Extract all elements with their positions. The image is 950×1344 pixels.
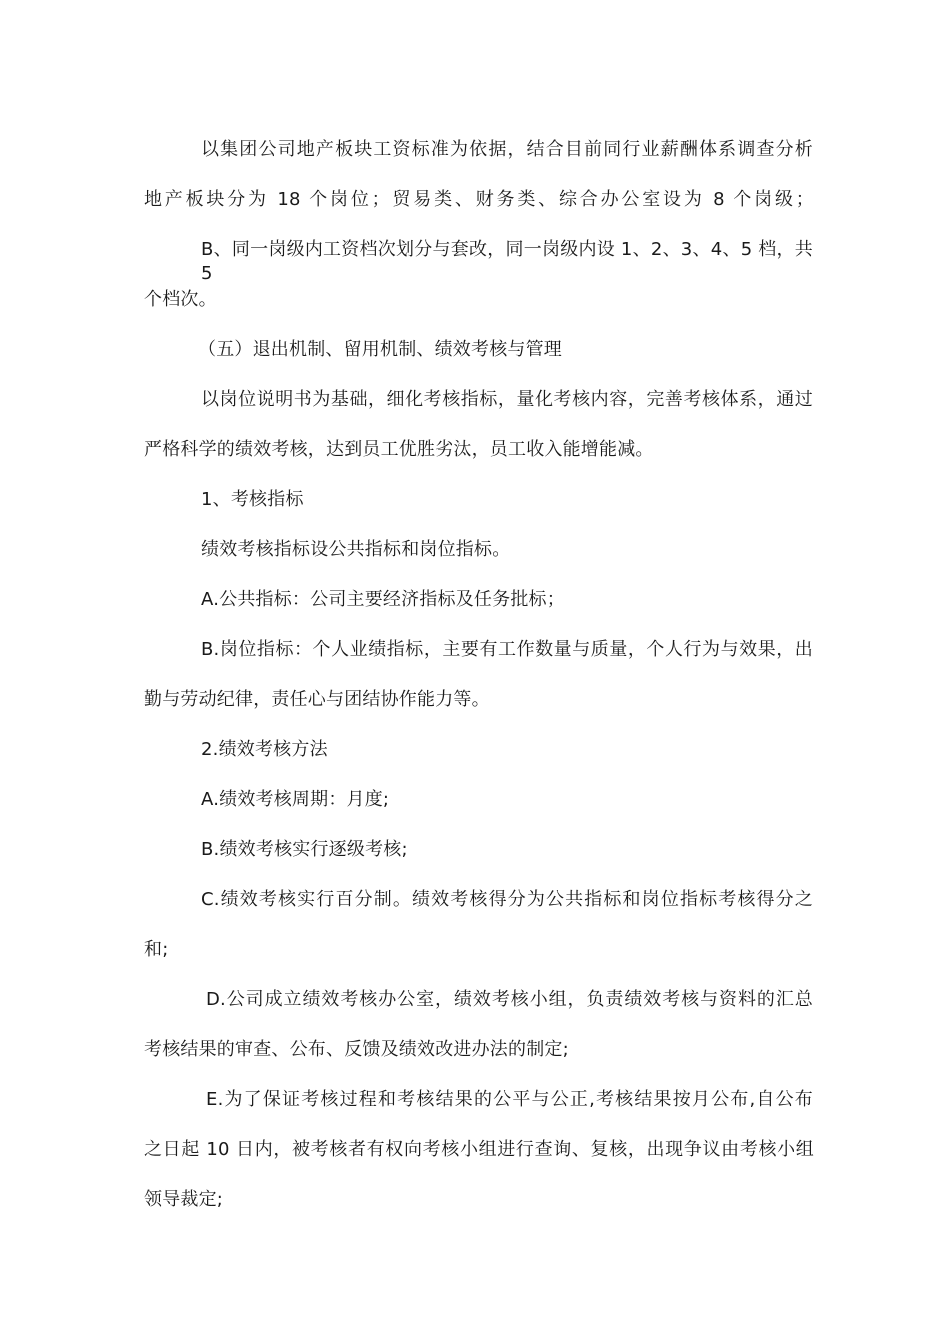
paragraph-line: 个档次。: [144, 289, 217, 310]
list-item: D.公司成立绩效考核办公室，绩效考核小组，负责绩效考核与资料的汇总: [206, 989, 813, 1010]
list-item: B.岗位指标：个人业绩指标，主要有工作数量与质量，个人行为与效果，出: [201, 639, 813, 660]
list-item: A.绩效考核周期：月度;: [201, 789, 390, 810]
paragraph-line: 以集团公司地产板块工资标准为依据，结合目前同行业薪酬体系调查分析: [201, 139, 813, 160]
list-item: C.绩效考核实行百分制。绩效考核得分为公共指标和岗位指标考核得分之: [201, 889, 813, 910]
paragraph-line: 严格科学的绩效考核，达到员工优胜劣汰，员工收入能增能减。: [144, 439, 654, 460]
paragraph-line: 领导裁定;: [144, 1189, 224, 1210]
paragraph-line: 以岗位说明书为基础，细化考核指标，量化考核内容，完善考核体系，通过: [201, 389, 813, 410]
list-item: A.公共指标：公司主要经济指标及任务批标；: [201, 589, 565, 610]
list-item: B.绩效考核实行逐级考核;: [201, 839, 408, 860]
paragraph-line: 勤与劳动纪律，责任心与团结协作能力等。: [144, 689, 490, 710]
paragraph-line: 考核结果的审查、公布、反馈及绩效改进办法的制定;: [144, 1039, 569, 1060]
section-heading: （五）退出机制、留用机制、绩效考核与管理: [198, 339, 562, 360]
list-item: E.为了保证考核过程和考核结果的公平与公正,考核结果按月公布,自公布: [206, 1089, 813, 1110]
paragraph-line: 之日起 10 日内，被考核者有权向考核小组进行查询、复核，出现争议由考核小组: [144, 1139, 814, 1160]
paragraph-line: 绩效考核指标设公共指标和岗位指标。: [201, 539, 511, 560]
paragraph-line: 地产板块分为 18 个岗位；贸易类、财务类、综合办公室设为 8 个岗级；: [144, 189, 814, 210]
subheading: 1、考核指标: [201, 489, 304, 510]
paragraph-line: 和;: [144, 939, 169, 960]
subheading: 2.绩效考核方法: [201, 739, 328, 760]
paragraph-line: B、同一岗级内工资档次划分与套改，同一岗级内设 1、2、3、4、5 档，共 5: [201, 239, 813, 284]
